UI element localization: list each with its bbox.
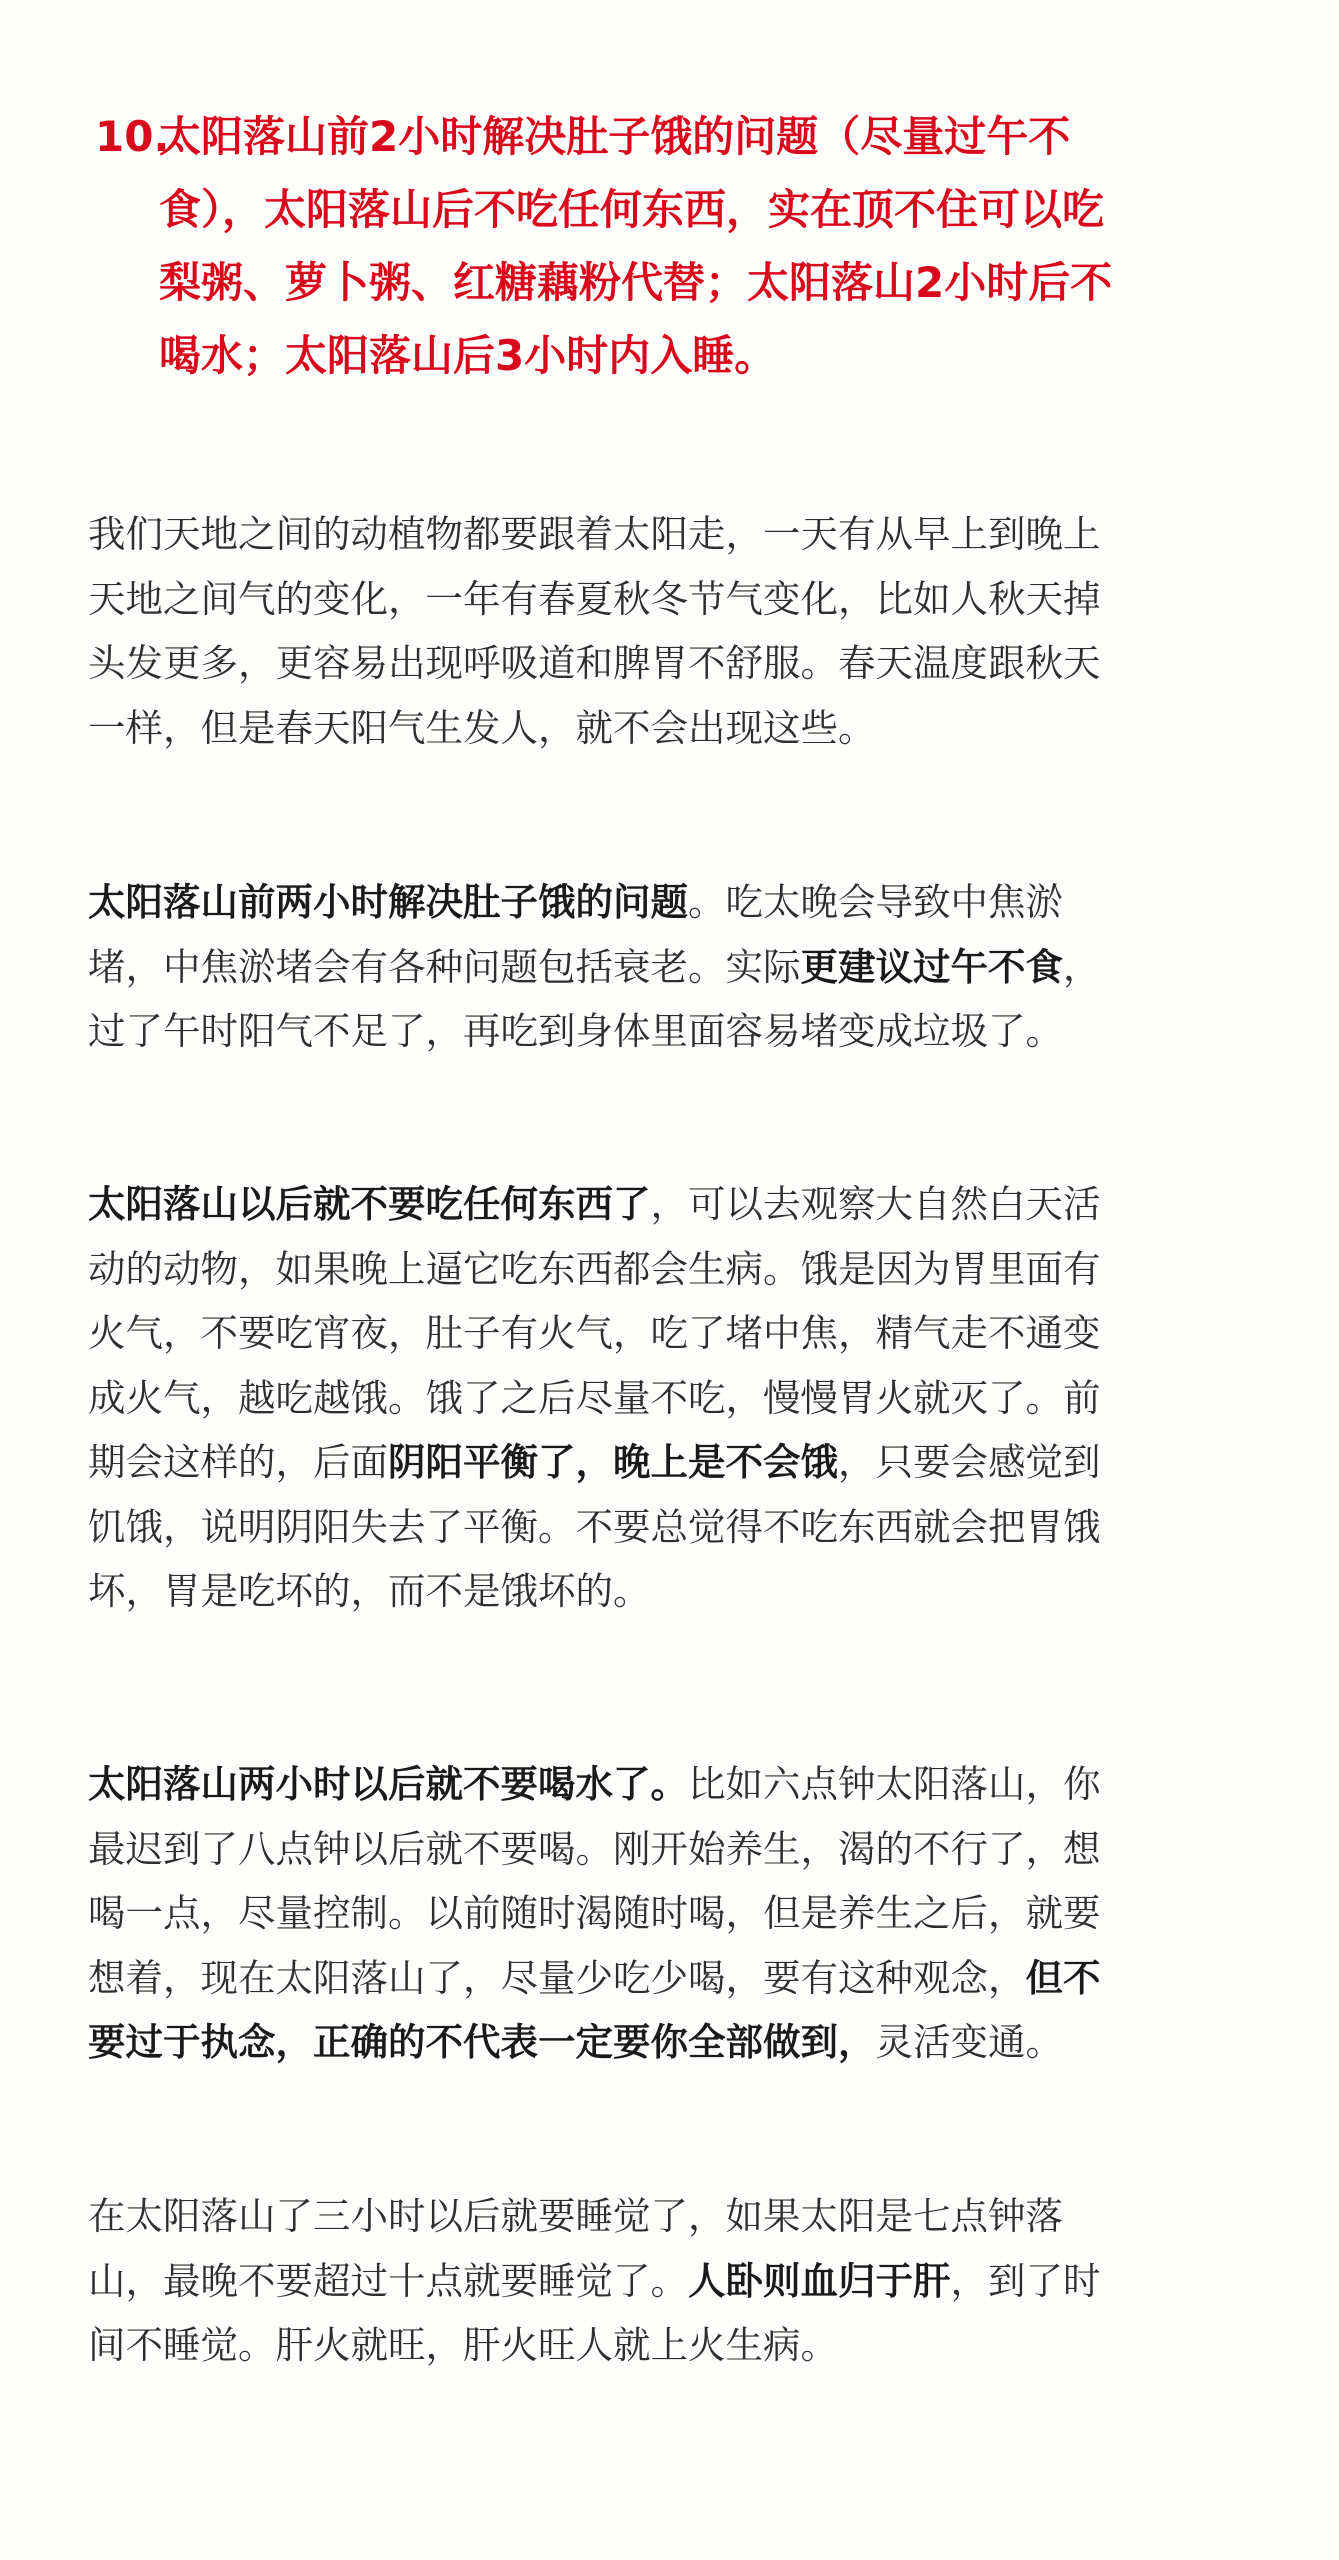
- bold-emphasis: 太阳落山以后就不要吃任何东西了: [88, 1182, 651, 1226]
- paragraph-eat-before-sunset: [88, 870, 1263, 1064]
- text-line: 太阳落山两小时以后就不要喝水了。比如六点钟太阳落山，你: [88, 1762, 1101, 1806]
- heading-number: 10.: [95, 112, 170, 161]
- heading-line-1: 10.太阳落山前2小时解决肚子饿的问题（尽量过午不: [95, 100, 1255, 173]
- heading-line-4: 喝水；太阳落山后3小时内入睡。: [159, 331, 777, 380]
- text-line: 堵，中焦淤堵会有各种问题包括衰老。实际更建议过午不食，: [88, 944, 1101, 989]
- text-line: 成火气，越吃越饿。饿了之后尽量不吃，慢慢胃火就灭了。前: [88, 1375, 1101, 1420]
- paragraph-seasons: [88, 502, 1263, 760]
- text-line: 山，最晚不要超过十点就要睡觉了。人卧则血归于肝，到了时: [88, 2258, 1101, 2303]
- paragraph-sleep-time: [88, 2184, 1263, 2378]
- heading-line-2: 食），太阳落山后不吃任何东西，实在顶不住可以吃: [159, 185, 1105, 234]
- bold-emphasis: 太阳落山前两小时解决肚子饿的问题: [88, 880, 688, 924]
- bold-emphasis: 要过于执念，正确的不代表一定要你全部做到，: [88, 2020, 876, 2064]
- text-line: 太阳落山以后就不要吃任何东西了，可以去观察大自然白天活: [88, 1182, 1101, 1226]
- text-line: 在太阳落山了三小时以后就要睡觉了，如果太阳是七点钟落: [88, 2194, 1063, 2238]
- section-heading: [95, 100, 1255, 392]
- bold-emphasis: 人卧则血归于肝: [688, 2258, 951, 2303]
- text-line: 间不睡觉。肝火就旺，肝火旺人就上火生病。: [88, 2323, 838, 2367]
- text-line: 太阳落山前两小时解决肚子饿的问题。吃太晚会导致中焦淤: [88, 880, 1063, 924]
- heading-line-3: 梨粥、萝卜粥、红糖藕粉代替；太阳落山2小时后不: [159, 258, 1113, 307]
- text-line: 我们天地之间的动植物都要跟着太阳走，一天有从早上到晚上: [88, 512, 1101, 556]
- text-line: 坏，胃是吃坏的，而不是饿坏的。: [88, 1569, 651, 1613]
- text-line: 要过于执念，正确的不代表一定要你全部做到，灵活变通。: [88, 2020, 1063, 2064]
- text-line: 天地之间气的变化，一年有春夏秋冬节气变化，比如人秋天掉: [88, 576, 1101, 621]
- paragraph-no-food-after-sunset: [88, 1172, 1263, 1624]
- text-line: 过了午时阳气不足了，再吃到身体里面容易堵变成垃圾了。: [88, 1009, 1063, 1053]
- paragraph-no-water-after-sunset: [88, 1752, 1263, 2075]
- bold-emphasis: 太阳落山两小时以后就不要喝水了。: [88, 1762, 688, 1806]
- bold-emphasis: 但不: [1025, 1955, 1101, 2000]
- text-line: 动的动物，如果晚上逼它吃东西都会生病。饿是因为胃里面有: [88, 1246, 1101, 1291]
- text-line: 饥饿，说明阴阳失去了平衡。不要总觉得不吃东西就会把胃饿: [88, 1504, 1101, 1549]
- text-line: 最迟到了八点钟以后就不要喝。刚开始养生，渴的不行了，想: [88, 1826, 1101, 1871]
- text-line: 一样，但是春天阳气生发人，就不会出现这些。: [88, 705, 876, 750]
- bold-emphasis: 阴阳平衡了，晚上是不会饿: [388, 1440, 838, 1484]
- text-line: 火气，不要吃宵夜，肚子有火气，吃了堵中焦，精气走不通变: [88, 1311, 1101, 1355]
- text-line: 喝一点，尽量控制。以前随时渴随时喝，但是养生之后，就要: [88, 1891, 1101, 1935]
- bold-emphasis: 更建议过午不食: [800, 944, 1063, 989]
- text-line: 头发更多，更容易出现呼吸道和脾胃不舒服。春天温度跟秋天: [88, 641, 1101, 685]
- text-line: 想着，现在太阳落山了，尽量少吃少喝，要有这种观念，但不: [88, 1955, 1101, 2000]
- text-line: 期会这样的，后面阴阳平衡了，晚上是不会饿，只要会感觉到: [88, 1440, 1101, 1484]
